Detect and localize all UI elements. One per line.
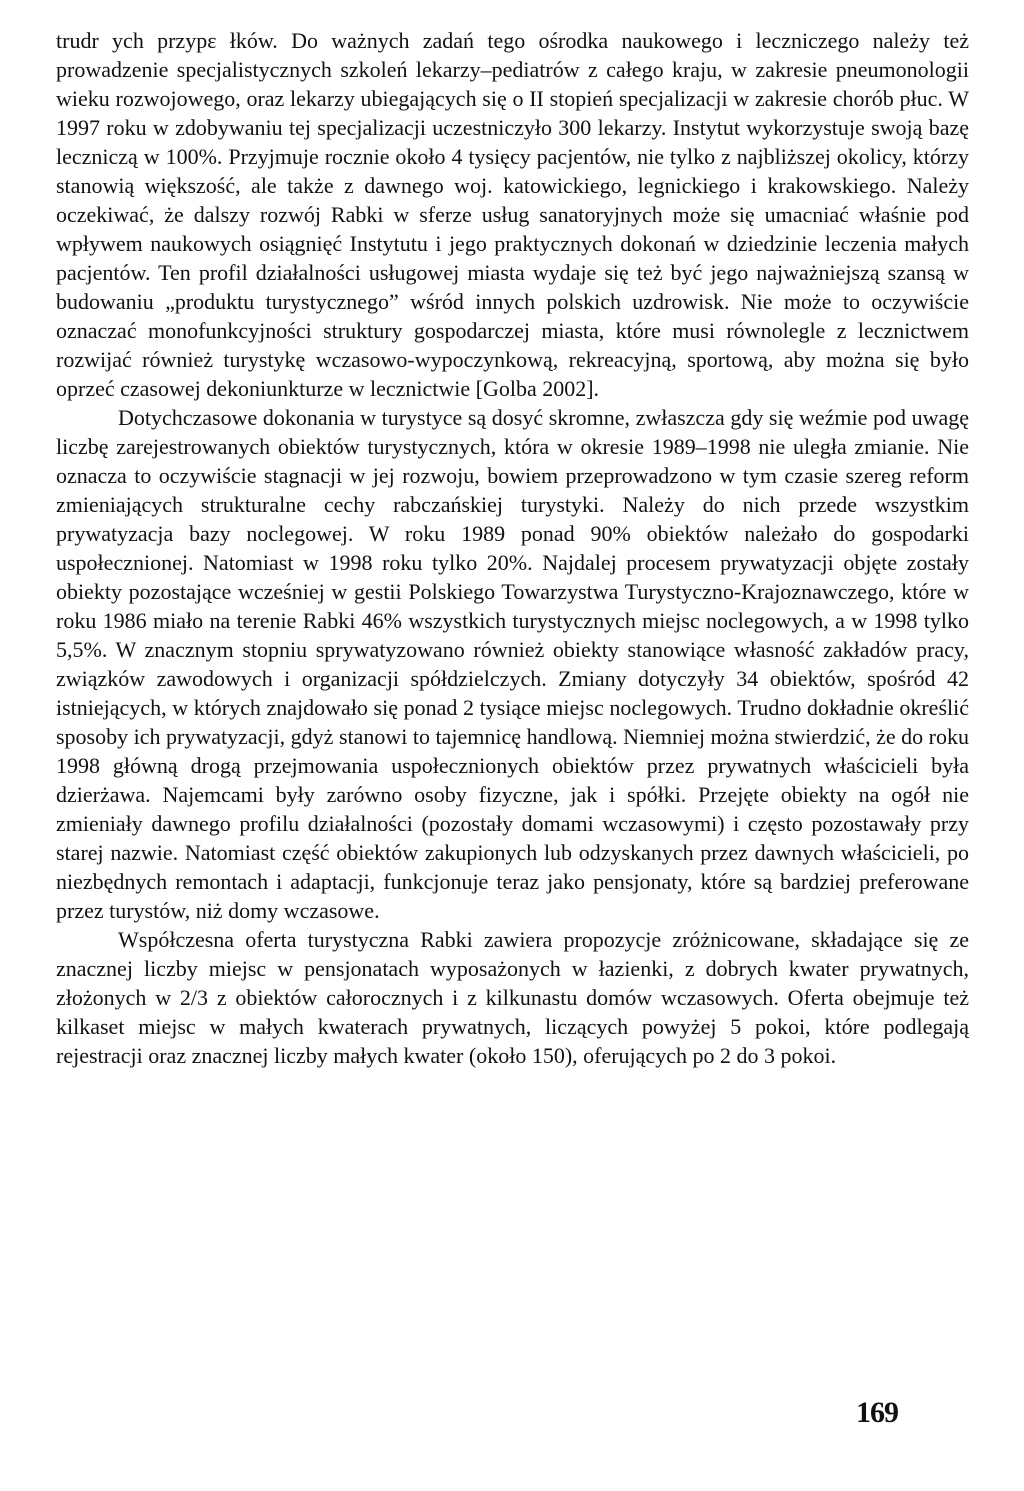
paragraph-2: Dotychczasowe dokonania w turystyce są dosyć skromne, zwłaszcza gdy się weźmie pod uwagę liczbę zarejestrowanych obiektów turystycznych, która w okresie 1989–1998 nie uległa zmianie. Nie oznacza to oczywiście stagnacji w jej rozwoju, bowiem przeprowadzono w tym czasie szereg reform zmieniających strukturalne cechy rabczańskiej turystyki. Należy do nich przede wszystkim prywatyzacja bazy noclegowej. W roku 1989 ponad 90% obiektów należało do gospodarki uspołecznionej. Natomiast w 1998 roku tylko 20%. Najdalej procesem prywatyzacji objęte zostały obiekty pozostające wcześniej w gestii Polskiego Towarzystwa Turystyczno-Krajoznawczego, które w roku 1986 miało na terenie Rabki 46% wszystkich turystycznych miejsc noclegowych, a w 1998 tylko 5,5%. W znacznym stopniu sprywatyzowano również obiekty stanowiące własność zakładów pracy, związków zawodowych i organizacji spółdzielczych. Zmiany dotyczyły 34 obiektów, spośród 42 istniejących, w których znajdowało się ponad 2 tysiące miejsc noclegowych. Trudno dokładnie określić sposoby ich prywatyzacji, gdyż stanowi to tajemnicę handlową. Niemniej można stwierdzić, że do roku 1998 główną drogą przejmowania uspołecznionych obiektów przez prywatnych właścicieli była dzierżawa. Najemcami były zarówno osoby fizyczne, jak i spółki. Przejęte obiekty na ogół nie zmieniały dawnego profilu działalności (pozostały domami wczasowymi) i często pozostawały przy starej nazwie. Natomiast część obiektów zakupionych lub odzyskanych przez dawnych właścicieli, po niezbędnych remontach i adaptacji, funkcjonuje teraz jako pensjonaty, które są bardziej preferowane przez turystów, niż domy wczasowe. [56, 405, 969, 923]
page-text [56, 26, 969, 1070]
page-number: 169 [856, 1396, 898, 1429]
paragraph-3: Współczesna oferta turystyczna Rabki zawiera propozycje zróżnicowane, składające się ze znacznej liczby miejsc w pensjonatach wyposażonych w łazienki, z dobrych kwater prywatnych, złożonych w 2/3 z obiektów całorocznych i z kilkunastu domów wczasowych. Oferta obejmuje też kilkaset miejsc w małych kwaterach prywatnych, liczących powyżej 5 pokoi, które podlegają rejestracji oraz znacznej liczby małych kwater (około 150), oferujących po 2 do 3 pokoi. [56, 927, 969, 1068]
paragraph-1: trudr ych przypε łków. Do ważnych zadań tego ośrodka naukowego i leczniczego należy też prowadzenie specjalistycznych szkoleń lekarzy–pediatrów z całego kraju, w zakresie pneumonologii wieku rozwojowego, oraz lekarzy ubiegających się o II stopień specjalizacji w zakresie chorób płuc. W 1997 roku w zdobywaniu tej specjalizacji uczestniczyło 300 lekarzy. Instytut wykorzystuje swoją bazę leczniczą w 100%. Przyjmuje rocznie około 4 tysięcy pacjentów, nie tylko z najbliższej okolicy, którzy stanowią większość, ale także z dawnego woj. katowickiego, legnickiego i krakowskiego. Należy oczekiwać, że dalszy rozwój Rabki w sferze usług sanatoryjnych może się umacniać właśnie pod wpływem naukowych osiągnięć Instytutu i jego praktycznych dokonań w dziedzinie leczenia małych pacjentów. Ten profil działalności usługowej miasta wydaje się też być jego najważniejszą szansą w budowaniu „produktu turystycznego” wśród innych polskich uzdrowisk. Nie może to oczywiście oznaczać monofunkcyjności struktury gospodarczej miasta, które musi równolegle z lecznictwem rozwijać również turystykę wczasowo-wypoczynkową, rekreacyjną, sportową, aby można się było oprzeć czasowej dekoniunkturze w lecznictwie [Golba 2002]. [56, 28, 969, 401]
